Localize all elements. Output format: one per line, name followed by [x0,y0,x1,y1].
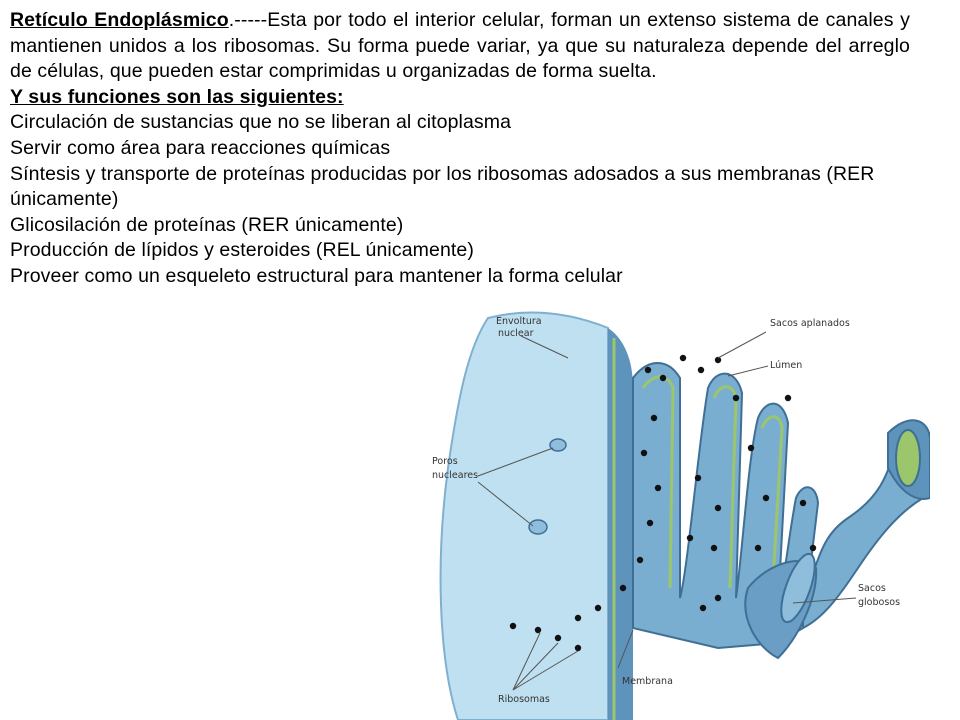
term-separator: .----- [228,9,268,31]
nuclear-pore-1 [550,439,566,451]
label-envoltura-2: nuclear [498,328,534,339]
term-heading: Retículo Endoplásmico [10,9,229,31]
functions-title: Y sus funciones son las siguientes: [10,85,344,108]
nuclear-pore-2 [529,520,547,534]
nucleus-shape [441,313,608,720]
label-sacos-globosos-2: globosos [858,597,901,608]
function-item: Servir como área para reacciones químicas [10,136,391,159]
label-poros-2: nucleares [432,470,479,481]
term-description: Esta por todo el interior celular, forman un extenso sistema de canales y mantienen unidos a los ribosomas. Su forma puede variar, ya que su naturaleza depende del arreglo de células, que pueden estar comprimidas u organizadas de forma suelta. [10,9,910,83]
function-item: Glicosilación de proteínas (RER únicamente) [10,213,404,236]
function-item: Producción de lípidos y esteroides (REL únicamente) [10,239,474,262]
function-item: Síntesis y transporte de proteínas producidas por los ribosomas adosados a sus membranas (RER únicamente) [10,162,875,211]
endoplasmic-reticulum-diagram [418,298,930,720]
function-item: Circulación de sustancias que no se liberan al citoplasma [10,111,512,134]
label-envoltura-1: Envoltura [496,316,542,327]
intro-paragraph [10,8,910,85]
text-block [10,8,910,290]
label-ribosomas: Ribosomas [498,694,550,705]
label-sacos-globosos-1: Sacos [858,583,886,594]
function-item: Proveer como un esqueleto estructural para mantener la forma celular [10,264,623,287]
label-membrana: Membrana [622,676,673,687]
label-lumen: Lúmen [770,360,803,371]
label-sacos-aplanados: Sacos aplanados [770,318,850,329]
label-poros-1: Poros [432,456,458,467]
